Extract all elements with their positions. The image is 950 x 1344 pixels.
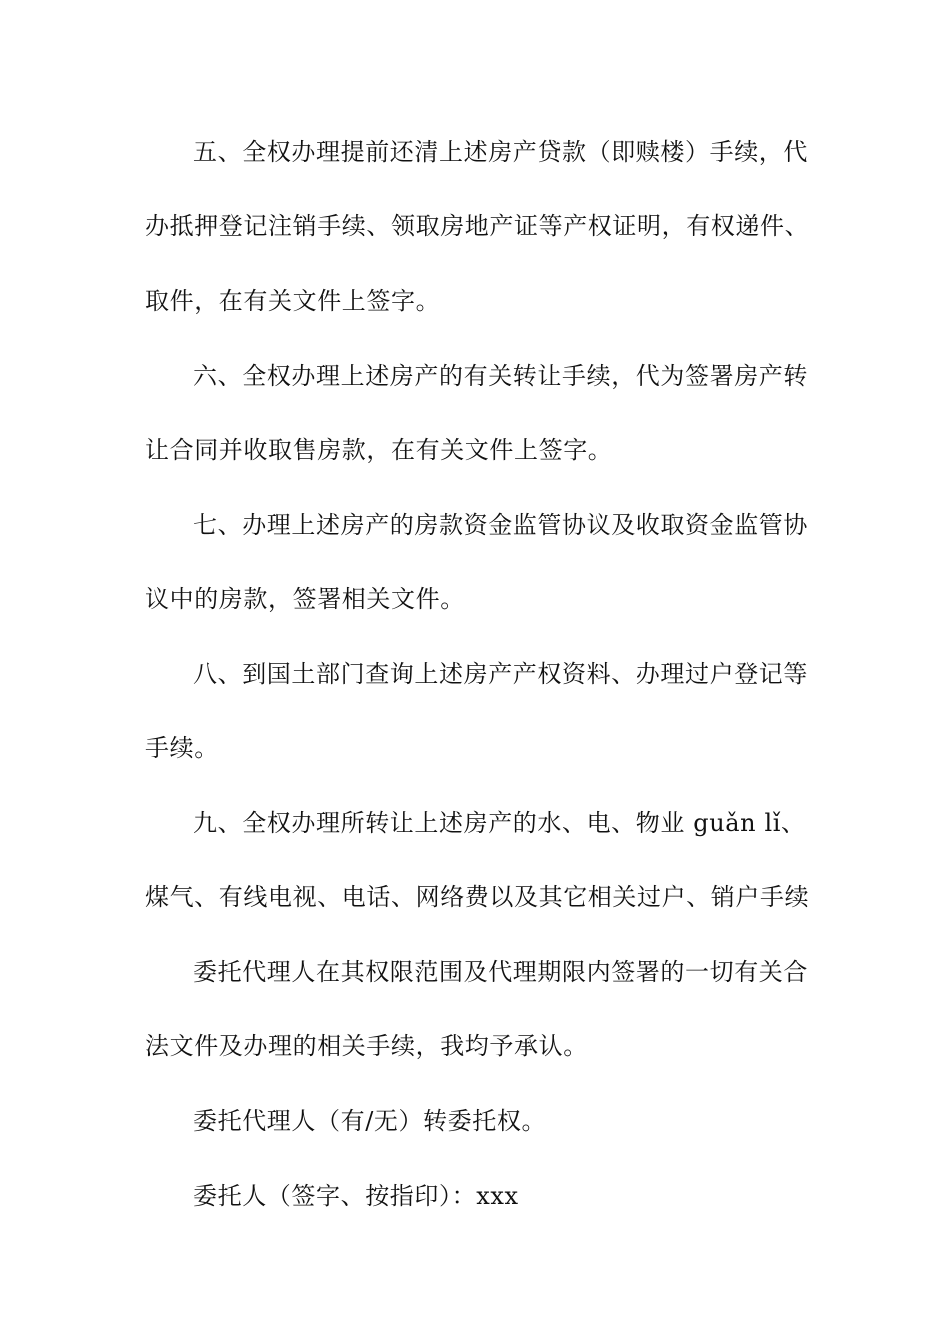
paragraph-5-line-2: 办抵押登记注销手续、领取房地产证等产权证明，有权递件、 <box>145 212 810 240</box>
principal-signature-line: 委托人（签字、按指印）：xxx <box>193 1182 519 1210</box>
paragraph-6-line-2: 让合同并收取售房款，在有关文件上签字。 <box>145 436 613 464</box>
paragraph-7-line-2: 议中的房款，签署相关文件。 <box>145 585 465 613</box>
paragraph-subdelegation: 委托代理人（有/无）转委托权。 <box>193 1107 547 1135</box>
paragraph-5-line-1: 五、全权办理提前还清上述房产贷款（即赎楼）手续，代 <box>193 138 808 166</box>
paragraph-9-line-2: 煤气、有线电视、电话、网络费以及其它相关过户、销户手续 <box>145 883 810 911</box>
paragraph-approval-line-1: 委托代理人在其权限范围及代理期限内签署的一切有关合 <box>193 958 808 986</box>
paragraph-7-line-1: 七、办理上述房产的房款资金监管协议及收取资金监管协 <box>193 511 808 539</box>
paragraph-9-line-1: 九、全权办理所转让上述房产的水、电、物业 guǎn lǐ、 <box>193 809 806 837</box>
paragraph-8-line-1: 八、到国土部门查询上述房产产权资料、办理过户登记等 <box>193 660 808 688</box>
paragraph-8-line-2: 手续。 <box>145 734 219 762</box>
paragraph-6-line-1: 六、全权办理上述房产的有关转让手续，代为签署房产转 <box>193 362 808 390</box>
paragraph-5-line-3: 取件，在有关文件上签字。 <box>145 287 441 315</box>
paragraph-approval-line-2: 法文件及办理的相关手续，我均予承认。 <box>145 1032 588 1060</box>
